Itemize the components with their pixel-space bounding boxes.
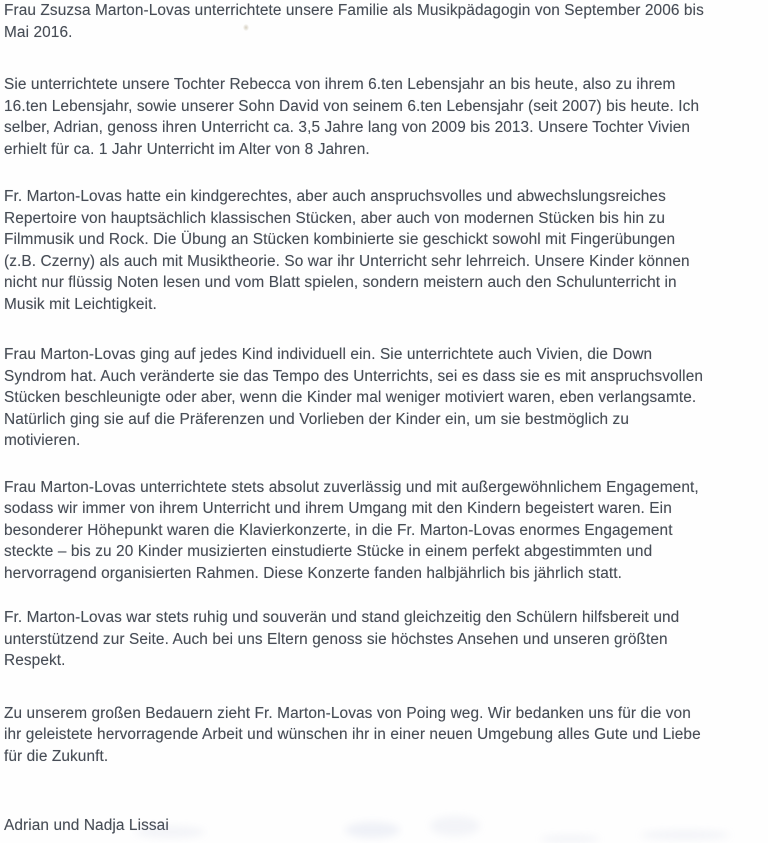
text-line: selber, Adrian, genoss ihren Unterricht ca. 3,5 Jahre lang von 2009 bis 2013. Unsere Tochter Vivien	[4, 119, 691, 136]
scan-artifact	[640, 830, 730, 840]
text-line: Respekt.	[4, 652, 66, 669]
scan-artifact	[345, 822, 400, 838]
text-line: Filmmusik und Rock. Die Übung an Stücken kombinierte sie geschickt sowohl mit Fingerübungen	[4, 231, 676, 248]
text-line: sodass wir immer von ihrem Unterricht und ihrem Umgang mit den Kindern begeistert waren. Ein	[4, 500, 672, 517]
text-line: Stücken beschleunigte oder aber, wenn die Kinder mal weniger motiviert waren, eben verlangsamte.	[4, 389, 697, 406]
paragraph-individual	[4, 344, 760, 452]
text-line: für die Zukunft.	[4, 747, 109, 765]
text-line: Frau Marton-Lovas ging auf jedes Kind individuell ein. Sie unterrichtete auch Vivien, die Down	[4, 346, 653, 363]
paragraph-students	[4, 74, 760, 160]
text-line: Frau Zsuzsa Marton-Lovas unterrichtete unsere Familie als Musikpädagogin von September 2006 bis	[4, 2, 704, 19]
text-line: erhielt für ca. 1 Jahr Unterricht im Alter von 8 Jahren.	[4, 140, 370, 158]
text-line: ihr geleistete hervorragende Arbeit und wünschen ihr in einer neuen Umgebung alles Gute und Liebe	[4, 726, 701, 743]
text-line: steckte – bis zu 20 Kinder musizierten einstudierte Stücke in einem perfekt abgestimmten und	[4, 543, 653, 560]
paragraph-intro	[4, 0, 760, 43]
text-line: 16.ten Lebensjahr, sowie unserer Sohn David von seinem 6.ten Lebensjahr (seit 2007) bis heute. Ich	[4, 97, 700, 115]
text-line: Musik mit Leichtigkeit.	[4, 295, 157, 313]
paragraph-farewell	[4, 703, 760, 768]
letter-body	[4, 0, 760, 837]
text-line: Frau Marton-Lovas unterrichtete stets absolut zuverlässig und mit außergewöhnlichem Engagement,	[4, 478, 699, 496]
signature-names: Adrian und Nadja Lissai	[4, 817, 169, 834]
text-line: Fr. Marton-Lovas hatte ein kindgerechtes, aber auch anspruchsvolles und abwechslungsreiches	[4, 188, 666, 205]
text-line: hervorragend organisierten Rahmen. Diese Konzerte fanden halbjährlich bis jährlich statt.	[4, 564, 623, 582]
text-line: unterstützend zur Seite. Auch bei uns Eltern genoss sie höchstes Ansehen und unseren größten	[4, 630, 668, 648]
text-line: Fr. Marton-Lovas war stets ruhig und souverän und stand gleichzeitig den Schülern hilfsbereit und	[4, 609, 680, 626]
paragraph-repertoire	[4, 186, 760, 315]
scan-artifact	[135, 826, 205, 838]
paragraph-engagement	[4, 477, 760, 585]
text-line: besonderer Höhepunkt waren die Klavierkonzerte, in die Fr. Marton-Lovas enormes Engagement	[4, 521, 673, 539]
text-line: Zu unserem großen Bedauern zieht Fr. Marton-Lovas von Poing weg. Wir bedanken uns für die von	[4, 704, 691, 722]
text-line: motivieren.	[4, 432, 81, 449]
text-line: Mai 2016.	[4, 23, 73, 41]
text-line: Repertoire von hauptsächlich klassischen Stücken, aber auch von modernen Stücken bis hin zu	[4, 209, 666, 227]
text-line: Natürlich ging sie auf die Präferenzen und Vorlieben der Kinder ein, um sie bestmöglich zu	[4, 410, 629, 428]
text-line: Syndrom hat. Auch veränderte sie das Tempo des Unterrichts, sei es dass sie es mit anspruchsvollen	[4, 367, 704, 385]
paragraph-character	[4, 607, 760, 672]
scan-artifact	[430, 816, 480, 836]
text-line: (z.B. Czerny) als auch mit Musiktheorie. So war ihr Unterricht sehr lehrreich. Unsere Kinder können	[4, 252, 690, 270]
text-line: Sie unterrichtete unsere Tochter Rebecca von ihrem 6.ten Lebensjahr an bis heute, also zu ihrem	[4, 76, 676, 93]
scan-artifact	[540, 835, 600, 843]
text-line: nicht nur flüssig Noten lesen und vom Blatt spielen, sondern meistern auch den Schulunterricht in	[4, 274, 677, 291]
